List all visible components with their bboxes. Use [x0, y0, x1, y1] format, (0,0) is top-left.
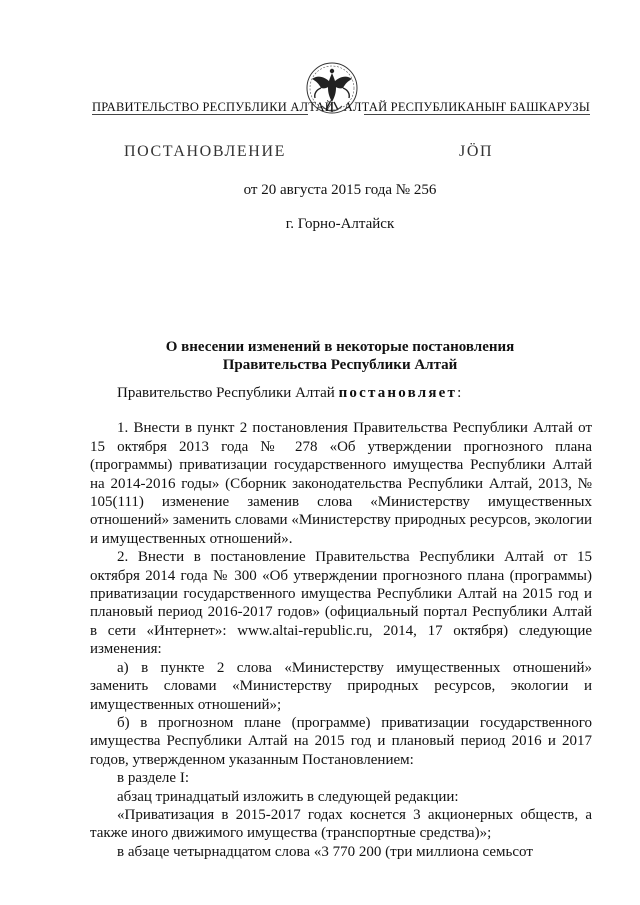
header-rule-left: [92, 114, 308, 115]
document-title: [90, 338, 590, 374]
document-body: [90, 384, 592, 861]
government-header: [92, 100, 590, 116]
paragraph-2a: а) в пункте 2 слова «Министерству имущественных отношений» заменить словами «Министерству природных ресурсов, экологии и имущественных отношений»;: [90, 659, 592, 713]
title-line-1: О внесении изменений в некоторые постановления: [165, 339, 515, 355]
paragraph-abzac-13: абзац тринадцатый изложить в следующей редакции:: [117, 788, 459, 805]
title-line-2: Правительства Республики Алтай: [222, 357, 458, 373]
date-and-number: от 20 августа 2015 года № 256: [243, 182, 437, 198]
doc-type-altai: ЈӦП: [459, 143, 494, 160]
preamble-verb: постановляет: [338, 385, 458, 401]
paragraph-2b: б) в прогнозном плане (программе) приватизации государственного имущества Республики Алтай на 2015 год и плановый период 2016 и 2017 годов, утвержденном указанным Постановлением:: [90, 714, 592, 768]
paragraph-quote: «Приватизация в 2015-2017 годах коснется 3 акционерных обществ, а также иного движимого имущества (транспортные средства)»;: [90, 806, 592, 842]
paragraph-1: 1. Внести в пункт 2 постановления Правительства Республики Алтай от 15 октября 2013 года № 278 «Об утверждении прогнозного плана (программы) приватизации государственного имущества Республики Алтай на 2014-2016 годы» (Сборник законодательства Республики Алтай, 2013, № 105(111) изменение заменив слова «Министерству имущественных отношений» заменить словами «Министерству природных ресурсов, экологии и имущественных отношений».: [90, 420, 592, 547]
paragraph-section-1: в разделе I:: [117, 770, 189, 787]
preamble: [90, 384, 592, 402]
header-rule-right: [364, 114, 590, 115]
city: г. Горно-Алтайск: [285, 216, 395, 232]
paragraph-abzac-14: в абзаце четырнадцатом слова «3 770 200 (три миллиона семьсот: [117, 843, 533, 860]
paragraph-2: 2. Внести в постановление Правительства Республики Алтай от 15 октября 2014 года № 300 «Об утверждении прогнозного плана (программы) приватизации государственного имущества Республики Алтай на 2015 год и плановый период 2016-2017 годов» (официальный портал Республики Алтай в сети «Интернет»: www.altai-republic.ru, 2014, 17 октября) следующие изменения:: [90, 549, 592, 658]
preamble-colon: :: [457, 385, 462, 401]
preamble-text: Правительство Республики Алтай: [117, 385, 339, 401]
doc-type-russian: ПОСТАНОВЛЕНИЕ: [124, 143, 286, 160]
org-name-altai: АЛТАЙ РЕСПУБЛИКАНЫҤ БАШКАРУЗЫ: [343, 100, 590, 114]
org-name-russian: ПРАВИТЕЛЬСТВО РЕСПУБЛИКИ АЛТАЙ: [92, 100, 334, 114]
